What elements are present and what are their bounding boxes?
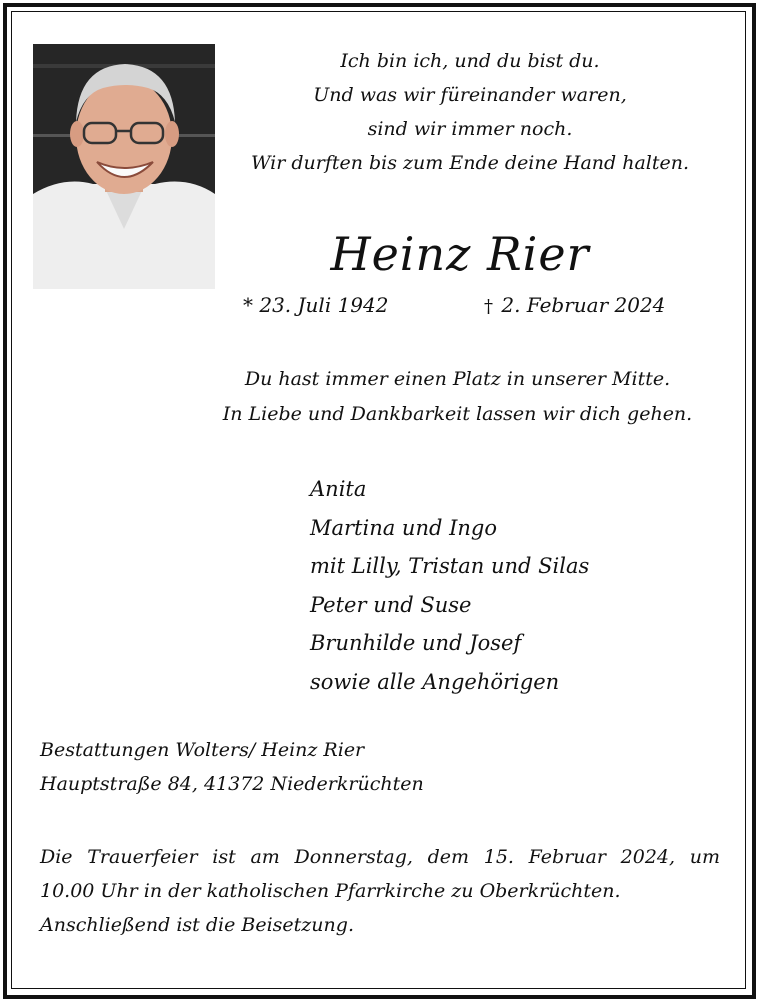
verse-line: Ich bin ich, und du bist du. [340,50,600,72]
portrait-illustration [33,44,215,289]
verse-line: sind wir immer noch. [367,118,573,140]
deceased-name: Heinz Rier [330,227,590,281]
birth-date: * 23. Juli 1942 [243,293,389,317]
funeral-notice [40,840,720,942]
mourner-line: sowie alle Angehörigen [310,669,560,694]
mourner-line: Anita [310,477,367,501]
undertaker-name: Bestattungen Wolters/ Heinz Rier [40,739,365,761]
undertaker-street: Hauptstraße 84, 41372 Niederkrüchten [40,773,424,795]
verse-line: Und was wir füreinander waren, [313,84,627,106]
mourner-line: Martina und Ingo [310,515,498,540]
undertaker-address [40,733,424,801]
memorial-verse [220,44,720,180]
ceremony-line: 10.00 Uhr in der katholischen Pfarrkirche zu Oberkrüchten. [40,880,621,902]
mourner-line: Peter und Suse [310,592,472,617]
message-line: Du hast immer einen Platz in unserer Mitte. [244,368,671,390]
verse-line: Wir durften bis zum Ende deine Hand halten. [250,152,690,174]
ceremony-line: Anschließend ist die Beisetzung. [40,914,354,936]
cross-icon: † [484,296,493,317]
mourner-line: Brunhilde und Josef [310,631,522,655]
mourner-line: mit Lilly, Tristan und Silas [310,554,590,578]
death-date-block [484,290,665,322]
ceremony-line: Die Trauerfeier ist am Donnerstag, dem 15. Februar 2024, um [40,846,720,868]
portrait-photo [33,44,215,289]
message-line: In Liebe und Dankbarkeit lassen wir dich gehen. [222,403,693,425]
death-date: 2. Februar 2024 [501,293,666,317]
mourners-list [310,470,589,701]
farewell-message [190,362,725,432]
